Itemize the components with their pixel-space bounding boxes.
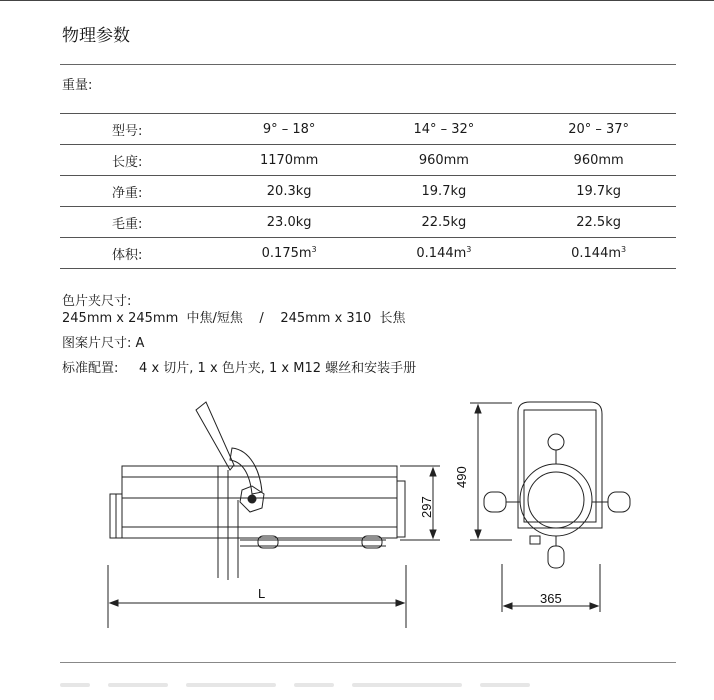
- yoke-arm: [196, 402, 234, 470]
- row-label: 毛重:: [60, 207, 212, 238]
- cell-value: 19.7kg: [521, 176, 676, 207]
- cell-value: 960mm: [367, 145, 522, 176]
- volume-value: 0.175m: [261, 246, 312, 261]
- cell-value: [212, 238, 367, 269]
- dim-width-label: 365: [540, 591, 562, 606]
- cell-value: 14° – 32°: [367, 114, 522, 145]
- volume-value: 0.144m: [416, 246, 467, 261]
- lens-cap: [397, 481, 405, 537]
- cell-value: 20.3kg: [212, 176, 367, 207]
- table-row: [60, 176, 676, 207]
- gel-frame-value: 245mm x 245mm 中焦/短焦 / 245mm x 310 长焦: [62, 311, 406, 326]
- cell-value: 22.5kg: [367, 207, 522, 238]
- front-lens: [520, 464, 592, 536]
- standard-config: 标准配置: 4 x 切片, 1 x 色片夹, 1 x M12 螺丝和安装手册: [62, 361, 417, 376]
- dim-length-label: L: [258, 586, 266, 601]
- cell-value: 20° – 37°: [521, 114, 676, 145]
- row-label: 型号:: [60, 114, 212, 145]
- cell-value: 960mm: [521, 145, 676, 176]
- unit-superscript: 3: [311, 245, 317, 254]
- gobo-size: 图案片尺寸: A: [62, 336, 145, 351]
- spec-table: [60, 113, 676, 269]
- unit-superscript: 3: [466, 245, 472, 254]
- technical-drawing: [0, 390, 714, 650]
- cell-value: 1170mm: [212, 145, 367, 176]
- table-row: [60, 145, 676, 176]
- table-row: [60, 207, 676, 238]
- side-knob-right: [608, 492, 630, 512]
- side-knob-left: [484, 492, 506, 512]
- table-row: [60, 238, 676, 269]
- yoke-frame: [518, 402, 602, 528]
- title-divider: [60, 64, 676, 65]
- unit-superscript: 3: [621, 245, 627, 254]
- cell-value: 23.0kg: [212, 207, 367, 238]
- side-view: [108, 402, 512, 628]
- faded-footer: [60, 672, 676, 682]
- dim-total-height-label: 490: [454, 466, 469, 488]
- bottom-rule: [60, 662, 676, 663]
- top-rule: [0, 0, 714, 1]
- cell-value: [367, 238, 522, 269]
- volume-value: 0.144m: [571, 246, 622, 261]
- cell-value: [521, 238, 676, 269]
- table-row: [60, 114, 676, 145]
- dim-lens-height-label: 297: [419, 496, 434, 518]
- row-label: 体积:: [60, 238, 212, 269]
- cell-value: 9° – 18°: [212, 114, 367, 145]
- front-view: [484, 402, 630, 612]
- cell-value: 22.5kg: [521, 207, 676, 238]
- page-title: 物理参数: [62, 26, 130, 46]
- row-label: 长度:: [60, 145, 212, 176]
- cell-value: 19.7kg: [367, 176, 522, 207]
- yoke-curve: [230, 448, 262, 494]
- bottom-handle: [548, 546, 564, 568]
- gel-frame-label: 色片夹尺寸:: [62, 294, 132, 309]
- row-label: 净重:: [60, 176, 212, 207]
- weight-label: 重量:: [62, 78, 93, 93]
